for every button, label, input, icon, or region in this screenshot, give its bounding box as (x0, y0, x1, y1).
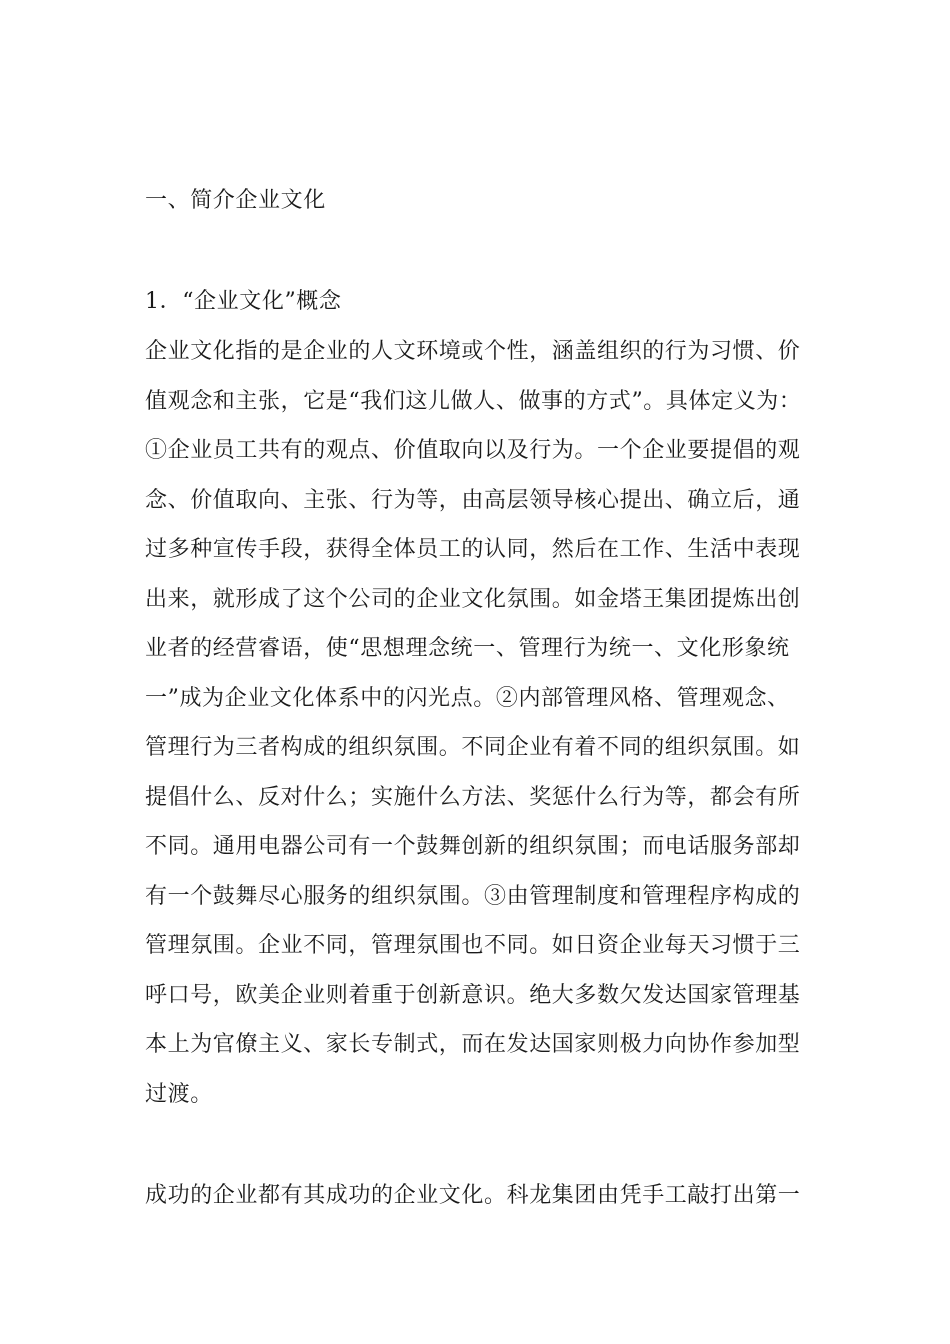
paragraph-line: ①企业员工共有的观点、价值取向以及行为。一个企业要提倡的观 (145, 438, 801, 463)
paragraph-line: 提倡什么、反对什么；实施什么方法、奖惩什么行为等，都会有所 (145, 785, 801, 810)
paragraph-line: 成功的企业都有其成功的企业文化。科龙集团由凭手工敲打出第一 (145, 1183, 801, 1208)
paragraph-line: 企业文化指的是企业的人文环境或个性，涵盖组织的行为习惯、价 (145, 339, 801, 364)
paragraph-line: 有一个鼓舞尽心服务的组织氛围。③由管理制度和管理程序构成的 (145, 884, 801, 909)
paragraph-line: 管理氛围。企业不同，管理氛围也不同。如日资企业每天习惯于三 (145, 933, 801, 958)
paragraph-line: 出来，就形成了这个公司的企业文化氛围。如金塔王集团提炼出创 (145, 587, 801, 612)
paragraph-line: 过多种宣传手段，获得全体员工的认同，然后在工作、生活中表现 (145, 537, 801, 562)
section-heading: 一、简介企业文化 (145, 188, 326, 213)
paragraph-line: 过渡。 (145, 1082, 213, 1107)
paragraph-line: 不同。通用电器公司有一个鼓舞创新的组织氛围；而电话服务部却 (145, 834, 801, 859)
paragraph-line: 业者的经营睿语，使“思想理念统一、管理行为统一、文化形象统 (145, 636, 790, 661)
subheading: 1．“企业文化”概念 (145, 289, 342, 314)
paragraph-line: 念、价值取向、主张、行为等，由高层领导核心提出、确立后，通 (145, 488, 801, 513)
paragraph-line: 值观念和主张，它是“我们这儿做人、做事的方式”。具体定义为： (145, 389, 802, 414)
paragraph-line: 一”成为企业文化体系中的闪光点。②内部管理风格、管理观念、 (145, 686, 790, 711)
paragraph-line: 管理行为三者构成的组织氛围。不同企业有着不同的组织氛围。如 (145, 735, 801, 760)
paragraph-line: 呼口号，欧美企业则着重于创新意识。绝大多数欠发达国家管理基 (145, 983, 801, 1008)
paragraph-line: 本上为官僚主义、家长专制式，而在发达国家则极力向协作参加型 (145, 1032, 801, 1057)
